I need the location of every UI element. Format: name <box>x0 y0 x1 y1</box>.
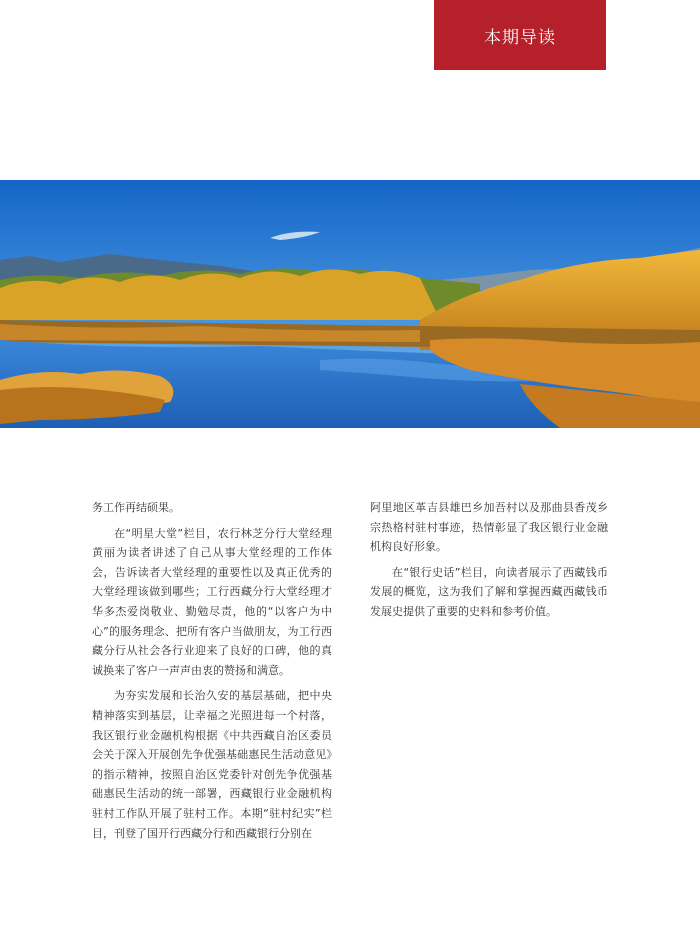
paragraph: 在“银行史话”栏目，向读者展示了西藏钱币发展的概览，这为我们了解和掌握西藏西藏钱币发展史提供了重要的史料和参考价值。 <box>370 565 608 618</box>
left-column <box>92 498 332 849</box>
paragraph: 在“明星大堂”栏目，农行林芝分行大堂经理黄丽为读者讲述了自己从事大堂经理的工作体会，告诉读者大堂经理的重要性以及真正优秀的大堂经理该做到哪些；工行西藏分行大堂经理才华多杰爱岗敬业、勤勉尽责，他的“以客户为中心”的服务理念、把所有客户当做朋友，为工行西藏分行从社会各行业迎来了良好的口碑，他的真诚换来了客户一声声由衷的赞扬和满意。 <box>92 526 332 677</box>
section-header-tab <box>434 0 606 70</box>
section-title: 本期导读 <box>484 27 556 48</box>
right-column <box>370 498 608 628</box>
landscape-photo <box>0 180 700 428</box>
landscape-photo-icon <box>0 180 700 428</box>
paragraph: 务工作再结硕果。 <box>92 501 180 514</box>
paragraph: 为夯实发展和长治久安的基层基础，把中央精神落实到基层，让幸福之光照进每一个村落，我区银行业金融机构根据《中共西藏自治区委员会关于深入开展创先争优强基础惠民生活动意见》的指示精神，按照自治区党委针对创先争优强基础惠民生活动的统一部署，西藏银行业金融机构驻村工作队开展了驻村工作。本期“驻村纪实”栏目，刊登了国开行西藏分行和西藏银行分别在 <box>92 689 332 840</box>
paragraph: 阿里地区革吉县雄巴乡加吾村以及那曲县香茂乡宗热格村驻村事迹，热情彰显了我区银行业金融机构良好形象。 <box>370 501 608 554</box>
